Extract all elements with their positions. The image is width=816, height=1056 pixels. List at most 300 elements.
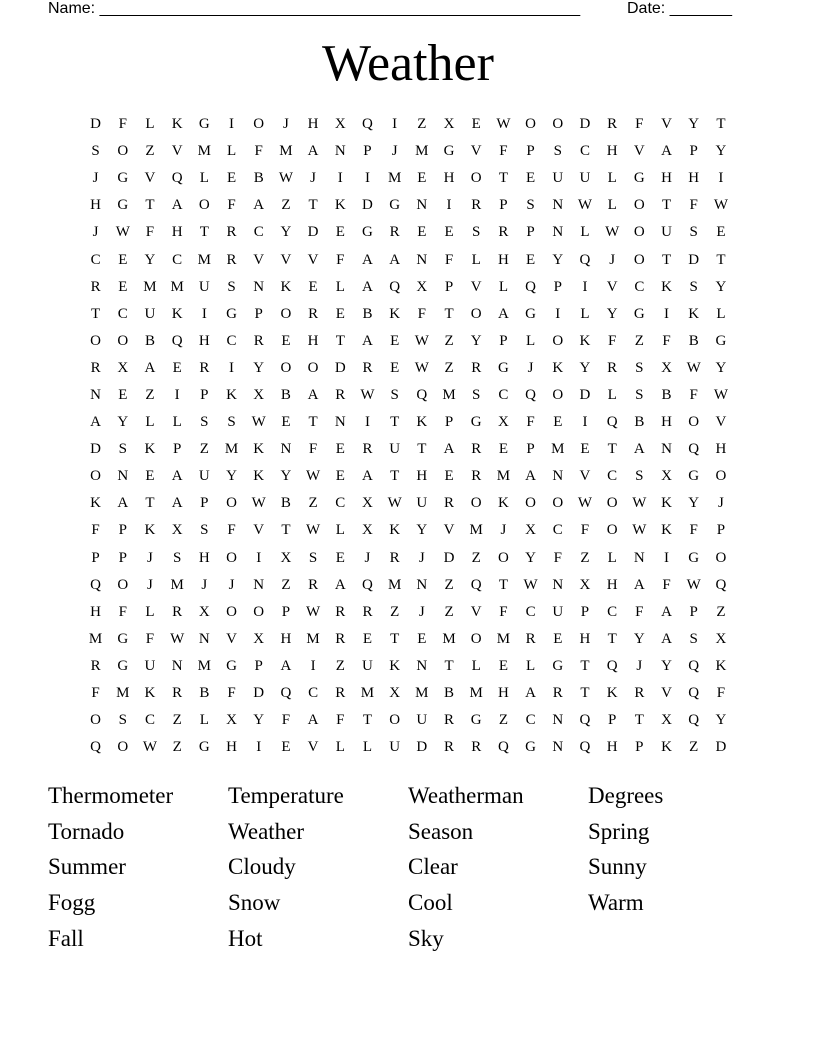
grid-letter: X: [661, 468, 672, 485]
grid-letter: H: [171, 224, 183, 241]
grid-letter: M: [469, 522, 483, 539]
grid-letter: E: [498, 441, 508, 458]
word-bank-item: Temperature: [228, 782, 344, 808]
grid-letter: V: [661, 685, 672, 702]
grid-letter: A: [362, 332, 373, 349]
grid-letter: L: [580, 224, 590, 241]
grid-letter: T: [199, 224, 209, 241]
grid-letter: Q: [280, 685, 292, 702]
grid-letter: R: [172, 603, 183, 620]
grid-letter: O: [253, 116, 265, 133]
grid-letter: H: [688, 170, 700, 187]
grid-letter: P: [607, 712, 617, 729]
grid-letter: F: [499, 603, 508, 620]
grid-letter: E: [335, 224, 345, 241]
grid-letter: E: [118, 386, 128, 403]
grid-letter: E: [553, 630, 563, 647]
grid-letter: R: [362, 359, 373, 376]
grid-letter: G: [198, 739, 210, 756]
grid-letter: P: [526, 441, 535, 458]
grid-letter: B: [144, 332, 155, 349]
grid-letter: Q: [688, 441, 700, 458]
grid-letter: N: [552, 576, 564, 593]
grid-letter: F: [499, 143, 508, 160]
grid-letter: Q: [416, 386, 428, 403]
grid-letter: G: [226, 657, 237, 674]
grid-letter: E: [471, 116, 481, 133]
grid-letter: O: [552, 495, 564, 512]
grid-letter: G: [688, 549, 700, 566]
grid-letter: O: [280, 359, 292, 376]
grid-letter: T: [362, 712, 373, 729]
grid-letter: Q: [90, 576, 102, 593]
grid-letter: F: [145, 630, 155, 647]
grid-letter: Q: [497, 739, 509, 756]
grid-letter: Q: [171, 170, 183, 187]
grid-letter: A: [307, 386, 319, 403]
grid-letter: X: [362, 495, 373, 512]
grid-letter: R: [471, 359, 482, 376]
grid-letter: L: [716, 305, 726, 322]
grid-letter: X: [226, 712, 237, 729]
word-bank-item: Cloudy: [228, 854, 296, 880]
grid-letter: W: [713, 386, 728, 403]
grid-letter: Q: [470, 576, 482, 593]
grid-letter: Z: [145, 143, 155, 160]
grid-letter: H: [90, 603, 102, 620]
grid-letter: W: [686, 576, 701, 593]
grid-letter: J: [500, 522, 507, 539]
grid-letter: A: [525, 685, 537, 702]
grid-letter: N: [416, 251, 428, 268]
word-bank-item: Sunny: [588, 854, 647, 880]
grid-letter: R: [444, 712, 455, 729]
grid-letter: Z: [281, 197, 291, 214]
grid-letter: Y: [688, 495, 700, 512]
grid-letter: T: [607, 630, 617, 647]
grid-letter: E: [444, 468, 454, 485]
grid-letter: M: [415, 685, 429, 702]
grid-letter: R: [389, 224, 400, 241]
grid-letter: E: [335, 549, 345, 566]
grid-letter: T: [444, 305, 454, 322]
grid-letter: Z: [335, 657, 345, 674]
grid-letter: L: [607, 197, 617, 214]
grid-letter: D: [443, 549, 455, 566]
grid-letter: R: [308, 305, 319, 322]
grid-letter: E: [281, 414, 291, 431]
grid-letter: P: [444, 414, 454, 431]
grid-letter: M: [469, 685, 483, 702]
grid-letter: U: [579, 170, 591, 187]
grid-letter: L: [607, 386, 617, 403]
grid-letter: Y: [606, 305, 618, 322]
grid-letter: R: [498, 224, 509, 241]
grid-letter: L: [335, 522, 345, 539]
grid-letter: T: [444, 657, 454, 674]
grid-letter: F: [689, 522, 698, 539]
grid-letter: O: [389, 712, 401, 729]
grid-letter: M: [551, 441, 565, 458]
grid-letter: A: [633, 441, 645, 458]
grid-letter: N: [552, 224, 564, 241]
grid-letter: R: [362, 603, 373, 620]
grid-letter: I: [718, 170, 724, 187]
grid-letter: E: [390, 359, 400, 376]
grid-letter: U: [389, 739, 401, 756]
grid-letter: L: [526, 332, 536, 349]
grid-letter: T: [91, 305, 101, 322]
grid-letter: W: [360, 386, 375, 403]
grid-letter: P: [635, 739, 644, 756]
grid-letter: O: [606, 495, 618, 512]
grid-letter: P: [118, 522, 127, 539]
grid-letter: T: [335, 332, 345, 349]
grid-letter: K: [497, 495, 509, 512]
grid-letter: E: [308, 278, 318, 295]
grid-letter: Y: [715, 143, 727, 160]
grid-letter: A: [443, 441, 455, 458]
grid-letter: V: [253, 251, 265, 268]
grid-letter: S: [91, 143, 100, 160]
grid-letter: I: [582, 278, 588, 295]
grid-letter: S: [308, 549, 318, 566]
grid-letter: I: [664, 549, 670, 566]
word-bank-item: Weather: [228, 818, 305, 844]
grid-letter: S: [689, 278, 698, 295]
grid-letter: B: [280, 386, 291, 403]
grid-letter: D: [579, 386, 591, 403]
grid-letter: L: [226, 143, 237, 160]
grid-letter: F: [336, 712, 345, 729]
grid-letter: O: [552, 116, 564, 133]
grid-letter: E: [526, 251, 536, 268]
grid-letter: N: [416, 576, 428, 593]
grid-letter: A: [280, 657, 292, 674]
grid-letter: E: [526, 170, 536, 187]
grid-letter: A: [253, 197, 265, 214]
grid-letter: M: [496, 630, 511, 647]
grid-letter: F: [553, 549, 562, 566]
grid-letter: Z: [689, 739, 699, 756]
grid-letter: P: [118, 549, 127, 566]
grid-letter: W: [686, 359, 701, 376]
word-bank-item: Degrees: [588, 782, 664, 808]
grid-letter: N: [117, 468, 129, 485]
grid-letter: E: [145, 468, 155, 485]
grid-letter: M: [442, 386, 456, 403]
grid-letter: B: [688, 332, 699, 349]
grid-letter: O: [552, 386, 564, 403]
grid-letter: J: [147, 576, 153, 593]
grid-letter: C: [226, 332, 237, 349]
grid-letter: F: [91, 522, 100, 539]
grid-letter: W: [523, 576, 538, 593]
grid-letter: U: [389, 441, 401, 458]
grid-letter: A: [633, 576, 645, 593]
grid-letter: G: [497, 359, 509, 376]
grid-letter: X: [253, 630, 265, 647]
grid-letter: I: [337, 170, 343, 187]
grid-letter: E: [390, 332, 400, 349]
grid-letter: X: [117, 359, 129, 376]
grid-letter: E: [172, 359, 182, 376]
grid-letter: S: [635, 359, 644, 376]
grid-letter: A: [307, 143, 319, 160]
letter-grid: [82, 111, 735, 761]
grid-letter: E: [417, 224, 427, 241]
grid-letter: U: [198, 468, 210, 485]
grid-letter: R: [444, 495, 455, 512]
grid-letter: R: [335, 630, 346, 647]
grid-letter: N: [552, 197, 564, 214]
grid-letter: O: [633, 224, 645, 241]
grid-letter: F: [635, 116, 644, 133]
grid-letter: Z: [390, 603, 400, 620]
grid-letter: V: [443, 522, 455, 539]
grid-letter: T: [716, 251, 726, 268]
grid-letter: Y: [688, 116, 700, 133]
grid-letter: N: [171, 657, 183, 674]
grid-letter: G: [117, 657, 129, 674]
grid-letter: V: [280, 251, 292, 268]
word-bank-item: Warm: [588, 889, 644, 915]
grid-letter: Q: [579, 251, 591, 268]
grid-letter: Z: [444, 576, 454, 593]
grid-letter: T: [145, 495, 155, 512]
grid-letter: T: [498, 576, 508, 593]
grid-letter: C: [172, 251, 183, 268]
grid-letter: D: [416, 739, 428, 756]
grid-letter: O: [715, 468, 727, 485]
grid-letter: C: [525, 603, 536, 620]
grid-letter: H: [198, 549, 210, 566]
grid-letter: A: [144, 359, 156, 376]
grid-letter: X: [579, 576, 591, 593]
grid-letter: Y: [280, 468, 292, 485]
grid-letter: H: [443, 170, 455, 187]
grid-letter: J: [609, 251, 616, 268]
grid-letter: P: [716, 522, 726, 539]
grid-letter: F: [635, 603, 644, 620]
grid-letter: M: [88, 630, 103, 647]
grid-letter: H: [497, 251, 509, 268]
grid-letter: Q: [688, 657, 700, 674]
grid-letter: Y: [253, 712, 265, 729]
grid-letter: K: [416, 414, 428, 431]
grid-letter: R: [335, 685, 346, 702]
grid-letter: N: [253, 278, 265, 295]
grid-letter: P: [526, 143, 535, 160]
grid-letter: F: [526, 414, 535, 431]
word-bank-item: Fogg: [48, 889, 96, 915]
grid-letter: S: [689, 224, 698, 241]
grid-letter: P: [281, 603, 291, 620]
grid-letter: Z: [634, 332, 644, 349]
grid-letter: O: [470, 170, 482, 187]
word-bank-item: Sky: [408, 925, 444, 951]
grid-letter: Q: [606, 657, 618, 674]
grid-letter: R: [362, 441, 373, 458]
grid-letter: B: [634, 414, 645, 431]
grid-letter: G: [470, 414, 482, 431]
grid-letter: W: [306, 522, 321, 539]
grid-letter: J: [636, 657, 643, 674]
grid-letter: F: [716, 685, 726, 702]
grid-letter: P: [91, 549, 100, 566]
grid-letter: Z: [172, 712, 182, 729]
grid-letter: M: [496, 468, 511, 485]
grid-letter: Y: [416, 522, 428, 539]
grid-letter: N: [416, 657, 428, 674]
grid-letter: U: [552, 603, 564, 620]
grid-letter: I: [392, 116, 398, 133]
grid-letter: K: [661, 522, 672, 539]
grid-letter: P: [254, 657, 263, 674]
grid-letter: F: [689, 386, 698, 403]
grid-letter: X: [334, 116, 346, 133]
grid-letter: I: [229, 359, 235, 376]
grid-letter: D: [715, 739, 727, 756]
grid-letter: L: [471, 251, 481, 268]
grid-letter: A: [661, 143, 672, 160]
grid-letter: I: [310, 657, 316, 674]
grid-letter: W: [605, 224, 620, 241]
grid-letter: Q: [606, 414, 618, 431]
grid-letter: N: [334, 143, 346, 160]
grid-letter: M: [387, 576, 402, 593]
grid-letter: B: [253, 170, 264, 187]
grid-letter: F: [118, 603, 127, 620]
grid-letter: T: [498, 170, 508, 187]
grid-letter: E: [580, 441, 590, 458]
grid-letter: R: [525, 630, 536, 647]
grid-letter: U: [416, 495, 428, 512]
grid-letter: G: [117, 170, 129, 187]
grid-letter: L: [607, 549, 617, 566]
grid-letter: E: [281, 739, 291, 756]
grid-letter: L: [145, 603, 155, 620]
grid-letter: N: [198, 630, 210, 647]
grid-letter: W: [142, 739, 158, 756]
grid-letter: G: [552, 657, 564, 674]
grid-letter: Y: [579, 359, 591, 376]
grid-letter: E: [118, 251, 128, 268]
grid-letter: K: [280, 278, 292, 295]
grid-letter: T: [145, 197, 155, 214]
grid-letter: H: [497, 685, 509, 702]
grid-letter: G: [198, 116, 210, 133]
grid-letter: N: [280, 441, 292, 458]
grid-letter: R: [253, 332, 264, 349]
grid-letter: J: [717, 495, 724, 512]
grid-letter: C: [144, 712, 155, 729]
grid-letter: U: [552, 170, 564, 187]
grid-letter: Q: [362, 576, 373, 593]
grid-letter: G: [688, 468, 700, 485]
grid-letter: S: [635, 386, 644, 403]
grid-letter: O: [470, 630, 482, 647]
grid-letter: Q: [715, 576, 727, 593]
grid-letter: K: [253, 441, 265, 458]
grid-letter: S: [689, 630, 698, 647]
grid-letter: R: [471, 739, 482, 756]
grid-letter: V: [633, 143, 645, 160]
grid-letter: L: [526, 657, 536, 674]
grid-letter: V: [171, 143, 183, 160]
grid-letter: P: [200, 386, 209, 403]
grid-letter: F: [607, 332, 617, 349]
grid-letter: W: [170, 630, 185, 647]
grid-letter: M: [143, 278, 157, 295]
grid-letter: T: [308, 197, 318, 214]
grid-letter: I: [364, 414, 370, 431]
grid-letter: I: [364, 170, 370, 187]
grid-letter: T: [308, 414, 318, 431]
grid-letter: O: [633, 251, 645, 268]
grid-letter: G: [443, 143, 455, 160]
grid-letter: S: [200, 522, 209, 539]
grid-letter: N: [552, 712, 564, 729]
grid-letter: R: [199, 359, 210, 376]
grid-letter: M: [387, 170, 402, 187]
grid-letter: F: [662, 576, 671, 593]
grid-letter: X: [362, 522, 373, 539]
grid-letter: A: [171, 197, 183, 214]
grid-letter: T: [634, 712, 644, 729]
grid-letter: D: [90, 116, 102, 133]
grid-letter: W: [115, 224, 130, 241]
grid-letter: R: [471, 441, 482, 458]
grid-letter: O: [90, 468, 102, 485]
grid-letter: C: [634, 278, 645, 295]
grid-letter: U: [144, 657, 156, 674]
grid-letter: O: [525, 495, 537, 512]
grid-letter: H: [606, 576, 618, 593]
grid-letter: S: [227, 414, 236, 431]
grid-letter: E: [335, 441, 345, 458]
grid-letter: T: [661, 251, 672, 268]
grid-letter: R: [471, 197, 482, 214]
grid-letter: F: [662, 332, 671, 349]
grid-letter: X: [715, 630, 727, 647]
grid-letter: W: [713, 197, 728, 214]
grid-letter: A: [525, 468, 537, 485]
grid-letter: P: [363, 143, 372, 160]
grid-letter: L: [335, 278, 345, 295]
grid-letter: F: [281, 712, 291, 729]
grid-letter: V: [470, 603, 482, 620]
grid-letter: Q: [525, 278, 537, 295]
grid-letter: X: [389, 685, 401, 702]
grid-letter: U: [144, 305, 156, 322]
grid-letter: Y: [280, 224, 292, 241]
grid-letter: G: [117, 197, 129, 214]
grid-letter: S: [390, 386, 399, 403]
grid-letter: C: [607, 468, 618, 485]
grid-letter: T: [580, 685, 590, 702]
grid-letter: N: [552, 468, 564, 485]
grid-letter: H: [198, 332, 210, 349]
grid-letter: S: [472, 386, 481, 403]
grid-letter: K: [715, 657, 727, 674]
grid-letter: K: [389, 657, 401, 674]
grid-letter: Z: [417, 116, 427, 133]
grid-letter: O: [90, 712, 102, 729]
grid-letter: W: [251, 414, 266, 431]
grid-letter: D: [253, 685, 265, 702]
grid-letter: Y: [552, 251, 564, 268]
